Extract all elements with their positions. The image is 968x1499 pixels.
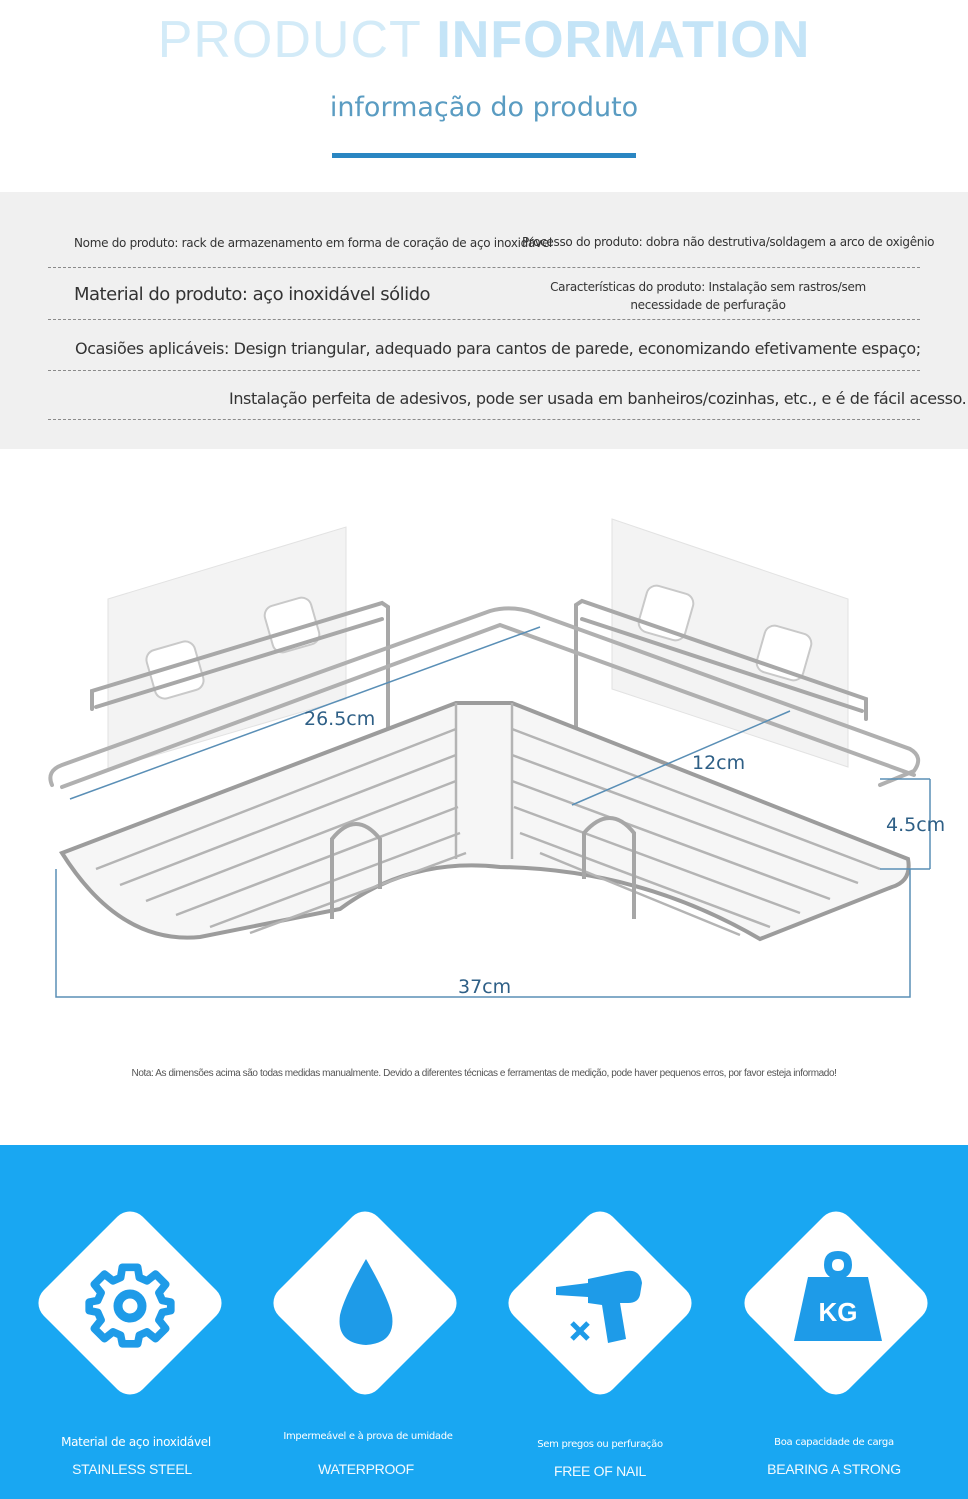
divider xyxy=(48,370,920,371)
feature-english: FREE OF NAIL xyxy=(553,1463,647,1479)
info-installation: Instalação perfeita de adesivos, pode ser usada em banheiros/cozinhas, etc., e é de fácil acesso. xyxy=(229,389,967,408)
feature-band xyxy=(0,1145,968,1499)
page-title xyxy=(0,10,968,70)
title-underline xyxy=(332,153,636,158)
dimension-width: 37cm xyxy=(458,976,512,998)
dimension-height: 4.5cm xyxy=(886,814,946,836)
dimension-side: 26.5cm xyxy=(304,708,376,730)
divider xyxy=(48,419,920,420)
drill-icon xyxy=(548,1253,652,1353)
measurement-note: Nota: As dimensões acima são todas medidas manualmente. Devido a diferentes técnicas e ferramentas de medição, pode haver pequenos erros, por favor esteja informado! xyxy=(131,1068,837,1079)
water-drop-icon xyxy=(318,1253,414,1353)
feature-english: WATERPROOF xyxy=(318,1461,414,1477)
adhesive-panel-right xyxy=(612,519,848,767)
feature-caption: Impermeável e à prova de umidade xyxy=(283,1431,453,1442)
header xyxy=(0,0,968,192)
feature-caption: Boa capacidade de carga xyxy=(774,1437,894,1448)
feature-english: STAINLESS STEEL xyxy=(72,1461,192,1477)
divider xyxy=(48,267,920,268)
info-product-name: Nome do produto: rack de armazenamento em forma de coração de aço inoxidável xyxy=(74,236,552,250)
info-product-features: Características do produto: Instalação sem rastros/sem necessidade de perfuração xyxy=(550,280,866,312)
kg-weight-icon xyxy=(786,1243,890,1353)
product-image xyxy=(0,449,968,1069)
page-subtitle: informação do produto xyxy=(329,92,639,123)
info-occasions: Ocasiões aplicáveis: Design triangular, adequado para cantos de parede, economizando efetivamente espaço; xyxy=(75,339,921,358)
divider xyxy=(48,319,920,320)
corner-shelf-illustration xyxy=(0,449,968,1069)
product-info-table xyxy=(0,192,968,449)
title-light: PRODUCT xyxy=(157,11,421,69)
feature-caption: Sem pregos ou perfuração xyxy=(537,1439,663,1450)
weight-label: KG xyxy=(818,1297,858,1327)
info-product-material: Material do produto: aço inoxidável sólido xyxy=(74,284,431,305)
dimension-depth: 12cm xyxy=(692,752,746,774)
feature-english: BEARING A STRONG xyxy=(767,1461,901,1477)
gear-icon xyxy=(78,1251,182,1355)
title-bold: INFORMATION xyxy=(436,11,811,69)
feature-caption: Material de aço inoxidável xyxy=(61,1435,211,1449)
info-product-process: Processo do produto: dobra não destrutiva/soldagem a arco de oxigênio xyxy=(522,235,935,249)
